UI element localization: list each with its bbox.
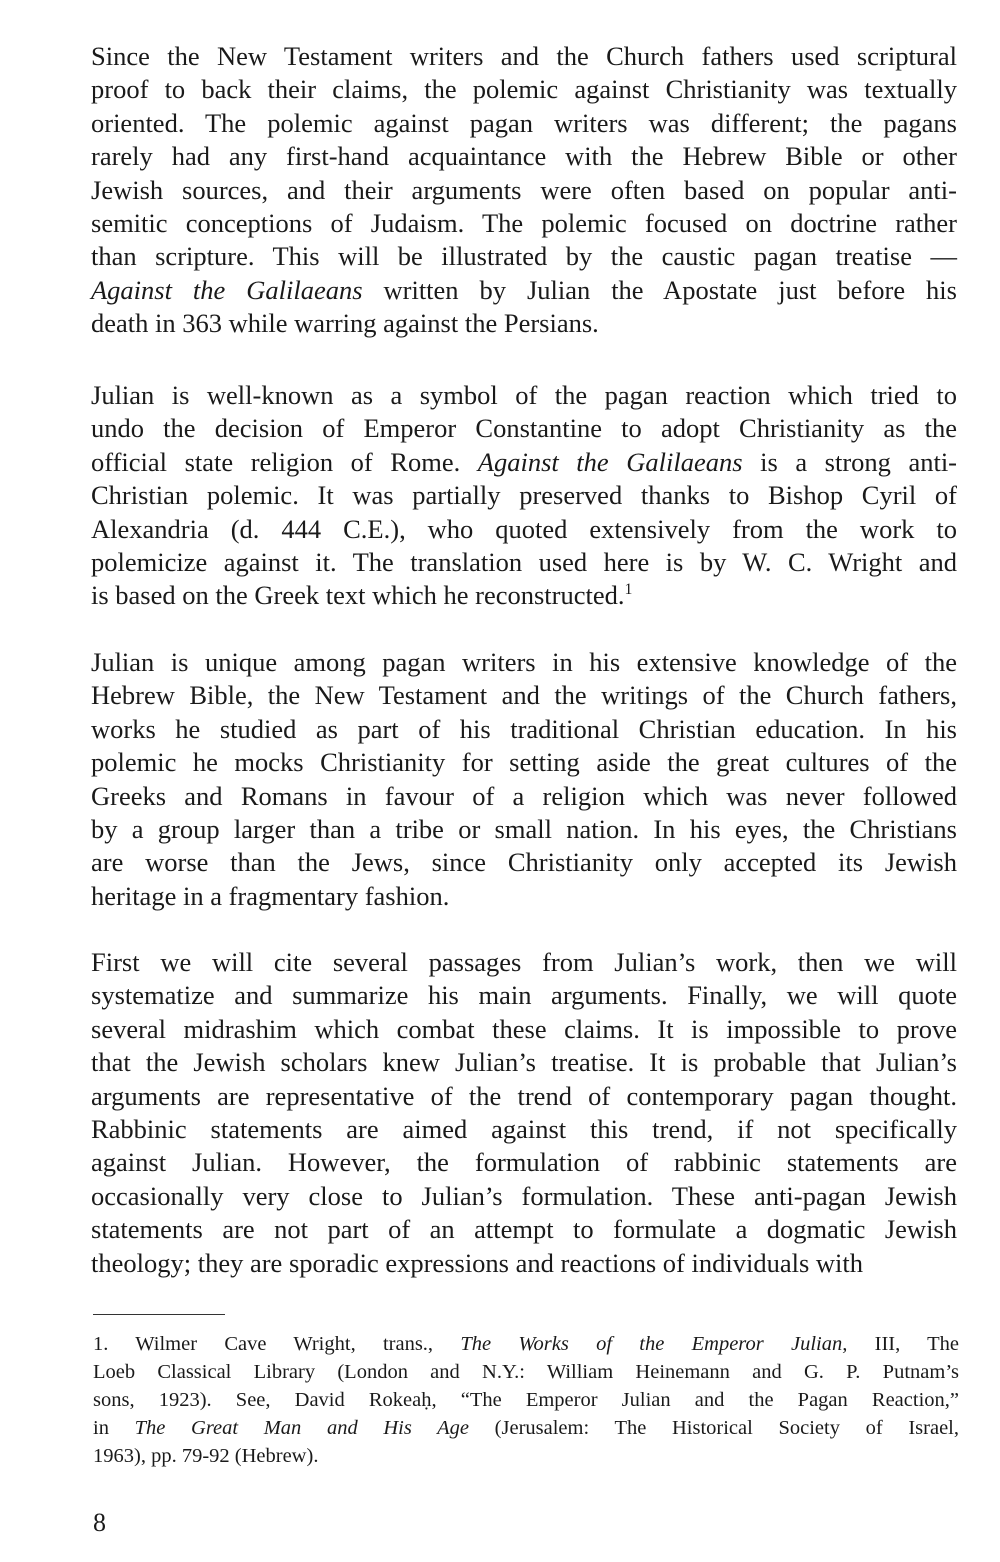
- text-line: than scripture. This will be illustrated by the caustic pagan treatise —: [91, 241, 957, 272]
- text-line: Alexandria (d. 444 C.E.), who quoted extensively from the work to: [91, 513, 957, 544]
- paragraph-2: [91, 379, 957, 613]
- footnote-line: 1963), pp. 79-92 (Hebrew).: [93, 1445, 319, 1467]
- text-line: that the Jewish scholars knew Julian’s treatise. It is probable that Julian’s: [91, 1047, 957, 1078]
- text-line: Since the New Testament writers and the Church fathers used scriptural: [91, 41, 957, 71]
- text-line: polemic he mocks Christianity for setting aside the great cultures of the: [91, 747, 957, 778]
- text-line: occasionally very close to Julian’s formulation. These anti-pagan Jewish: [91, 1180, 957, 1211]
- text-line: death in 363 while warring against the Persians.: [91, 308, 599, 339]
- text-line: are worse than the Jews, since Christianity only accepted its Jewish: [91, 847, 957, 878]
- text-line: polemicize against it. The translation used here is by W. C. Wright and: [91, 547, 957, 578]
- text-line: proof to back their claims, the polemic against Christianity was textually: [91, 74, 957, 105]
- text-line: Julian is unique among pagan writers in his extensive knowledge of the: [91, 647, 957, 677]
- page-number: 8: [93, 1508, 106, 1537]
- text-line: official state religion of Rome. Against the Galilaeans is a strong anti-: [91, 446, 958, 477]
- footnote-line: Loeb Classical Library (London and N.Y.: William Heinemann and G. P. Putnam’s: [93, 1361, 959, 1383]
- text-line: works he studied as part of his traditional Christian education. In his: [91, 713, 957, 744]
- text-line: Christian polemic. It was partially preserved thanks to Bishop Cyril of: [91, 480, 957, 511]
- footnote: [93, 1330, 959, 1470]
- text-line: theology; they are sporadic expressions and reactions of individuals with: [91, 1247, 863, 1278]
- footnote-line: sons, 1923). See, David Rokeaḥ, “The Emperor Julian and the Pagan Reaction,”: [93, 1389, 959, 1411]
- text-line: undo the decision of Emperor Constantine to adopt Christianity as the: [91, 413, 957, 444]
- text-line: Against the Galilaeans written by Julian the Apostate just before his: [91, 274, 957, 305]
- text-line: Julian is well-known as a symbol of the pagan reaction which tried to: [91, 380, 957, 410]
- text-line: Greeks and Romans in favour of a religion which was never followed: [91, 780, 957, 811]
- text-line: rarely had any first-hand acquaintance with the Hebrew Bible or other: [91, 141, 957, 172]
- text-line: systematize and summarize his main arguments. Finally, we will quote: [91, 980, 957, 1011]
- paragraph-3: [91, 646, 957, 913]
- text-line: several midrashim which combat these claims. It is impossible to prove: [91, 1013, 957, 1044]
- text-line: heritage in a fragmentary fashion.: [91, 880, 450, 911]
- text-line: First we will cite several passages from Julian’s work, then we will: [91, 947, 957, 977]
- text-line: against Julian. However, the formulation of rabbinic statements are: [91, 1147, 957, 1178]
- text-line: Rabbinic statements are aimed against this trend, if not specifically: [91, 1114, 957, 1145]
- text-line: by a group larger than a tribe or small nation. In his eyes, the Christians: [91, 814, 957, 845]
- footnote-line: in The Great Man and His Age (Jerusalem: The Historical Society of Israel,: [93, 1417, 959, 1439]
- text-line: oriented. The polemic against pagan writers was different; the pagans: [91, 107, 957, 138]
- text-line: Hebrew Bible, the New Testament and the writings of the Church fathers,: [91, 680, 957, 711]
- paragraph-1: [91, 40, 957, 341]
- text-line: statements are not part of an attempt to formulate a dogmatic Jewish: [91, 1214, 957, 1245]
- footnote-line: 1. Wilmer Cave Wright, trans., The Works of the Emperor Julian, III, The: [93, 1333, 960, 1355]
- text-line: arguments are representative of the trend of contemporary pagan thought.: [91, 1080, 957, 1111]
- footnote-divider: [93, 1314, 225, 1315]
- paragraph-4: [91, 946, 957, 1280]
- text-line: is based on the Greek text which he reconstructed.$^1$: [91, 580, 633, 611]
- text-line: Jewish sources, and their arguments were often based on popular anti-: [91, 174, 957, 205]
- text-line: semitic conceptions of Judaism. The polemic focused on doctrine rather: [91, 208, 957, 239]
